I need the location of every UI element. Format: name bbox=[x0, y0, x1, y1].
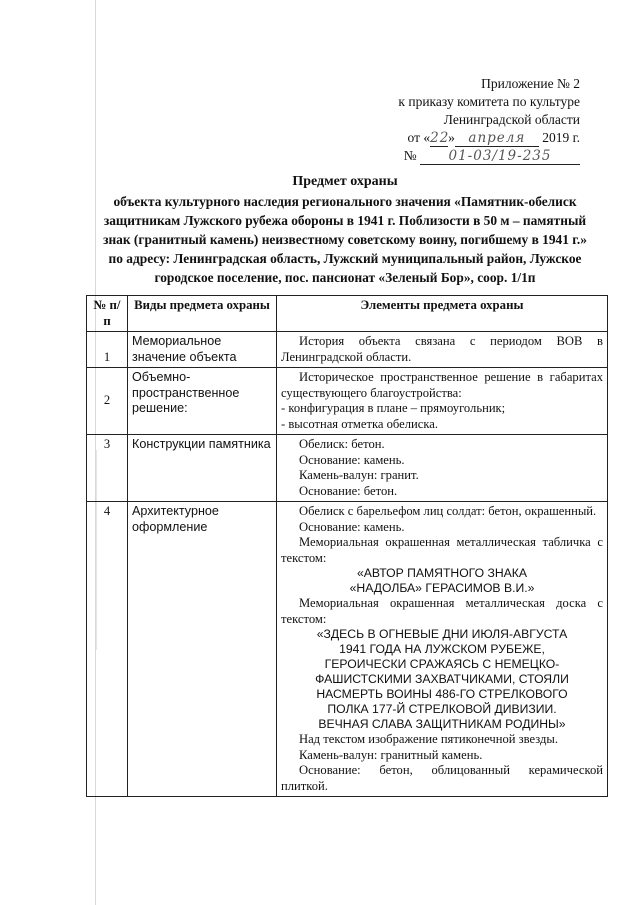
table-row bbox=[87, 368, 608, 435]
header-types: Виды предмета охраны bbox=[128, 296, 277, 332]
memorial-board-text: «ЗДЕСЬ В ОГНЕВЫЕ ДНИ ИЮЛЯ-АВГУСТА bbox=[316, 627, 568, 641]
order-date: от «22» апреля 2019 г. bbox=[407, 130, 580, 146]
appendix-number: Приложение № 2 bbox=[481, 76, 580, 91]
memorial-board-text: ГЕРОИЧЕСКИ СРАЖАЯСЬ С НЕМЕЦКО- bbox=[324, 657, 560, 671]
table-row bbox=[87, 502, 608, 797]
table-row bbox=[87, 332, 608, 368]
row-type: Конструкции памятника bbox=[128, 435, 277, 502]
plaque-text: «АВТОР ПАМЯТНОГО ЗНАКА bbox=[357, 566, 527, 580]
memorial-board-text: ФАШИСТСКИМИ ЗАХВАТЧИКАМИ, СТОЯЛИ bbox=[315, 672, 569, 686]
row-type: Объемно-пространственное решение: bbox=[128, 368, 277, 435]
document-title bbox=[85, 172, 605, 287]
row-number: 4 bbox=[87, 502, 128, 797]
title-line: объекта культурного наследия регионального значения «Памятник-обелиск bbox=[113, 194, 577, 209]
order-region: Ленинградской области bbox=[443, 112, 580, 127]
handwritten-month: апреля bbox=[455, 130, 539, 147]
memorial-board-text: ВЕЧНАЯ СЛАВА ЗАЩИТНИКАМ РОДИНЫ» bbox=[318, 717, 566, 731]
row-number: 1 bbox=[87, 332, 128, 368]
header-number: № п/п bbox=[87, 296, 128, 332]
title-line: городское поселение, пос. пансионат «Зеленый Бор», соор. 1/1п bbox=[154, 270, 536, 285]
table-row bbox=[87, 435, 608, 502]
row-elements: Обелиск с барельефом лиц солдат: бетон, окрашенный. Основание: камень. Мемориальная окрашенная металлическая табличка с текстом: «АВТОР ПАМЯТНОГО ЗНАКА «НАДОЛБА» ГЕРАСИМОВ В.И.» Мемориальная окрашенная металлическая доска с текстом: «ЗДЕСЬ В ОГНЕВЫЕ ДНИ ИЮЛЯ-АВГУСТА 1941 ГОДА НА ЛУЖСКОМ РУБЕЖЕ, ГЕРОИЧЕСКИ СРАЖАЯСЬ С НЕМЕЦКО- ФАШИСТСКИМИ ЗАХВАТЧИКАМИ, СТОЯЛИ НАСМЕРТЬ ВОИНЫ 486-ГО СТРЕЛКОВОГО ПОЛКА 177-Й СТРЕЛКОВОЙ ДИВИЗИИ. ВЕЧНАЯ СЛАВА ЗАЩИТНИКАМ РОДИНЫ» Над текстом изображение пятиконечной звезды. Камень-валун: гранитный камень. Основание: бетон, облицованный керамической плиткой. bbox=[277, 502, 608, 797]
memorial-board-text: НАСМЕРТЬ ВОИНЫ 486-ГО СТРЕЛКОВОГО bbox=[316, 687, 568, 701]
title-line: по адресу: Ленинградская область, Лужский муниципальный район, Лужское bbox=[108, 251, 582, 266]
title-heading: Предмет охраны bbox=[292, 174, 398, 189]
order-number: № 01-03/19-235 bbox=[320, 147, 580, 165]
header-elements: Элементы предмета охраны bbox=[277, 296, 608, 332]
row-elements: История объекта связана с периодом ВОВ в Ленинградской области. bbox=[277, 332, 608, 368]
order-reference: к приказу комитета по культуре bbox=[398, 94, 580, 109]
row-elements: Историческое пространственное решение в габаритах существующего благоустройства: - конфигурация в плане – прямоугольник; - высотная отметка обелиска. bbox=[277, 368, 608, 435]
plaque-text: «НАДОЛБА» ГЕРАСИМОВ В.И.» bbox=[349, 581, 535, 595]
handwritten-day: 22 bbox=[430, 130, 450, 146]
table-header-row bbox=[87, 296, 608, 332]
appendix-header bbox=[320, 75, 580, 165]
row-number: 2 bbox=[87, 368, 128, 435]
row-type: Мемориальное значение объекта bbox=[128, 332, 277, 368]
handwritten-order-number: 01-03/19-235 bbox=[420, 148, 580, 165]
memorial-board-text: ПОЛКА 177-Й СТРЕЛКОВОЙ ДИВИЗИИ. bbox=[327, 702, 557, 716]
protection-subject-table bbox=[86, 295, 608, 797]
row-number: 3 bbox=[87, 435, 128, 502]
title-line: защитникам Лужского рубежа обороны в 1941 г. Поблизости в 50 м – памятный bbox=[103, 213, 587, 228]
row-type: Архитектурное оформление bbox=[128, 502, 277, 797]
title-line: знак (гранитный камень) неизвестному советскому воину, погибшему в 1941 г.» bbox=[103, 232, 587, 247]
memorial-board-text: 1941 ГОДА НА ЛУЖСКОМ РУБЕЖЕ, bbox=[339, 642, 545, 656]
row-elements: Обелиск: бетон. Основание: камень. Камень-валун: гранит. Основание: бетон. bbox=[277, 435, 608, 502]
